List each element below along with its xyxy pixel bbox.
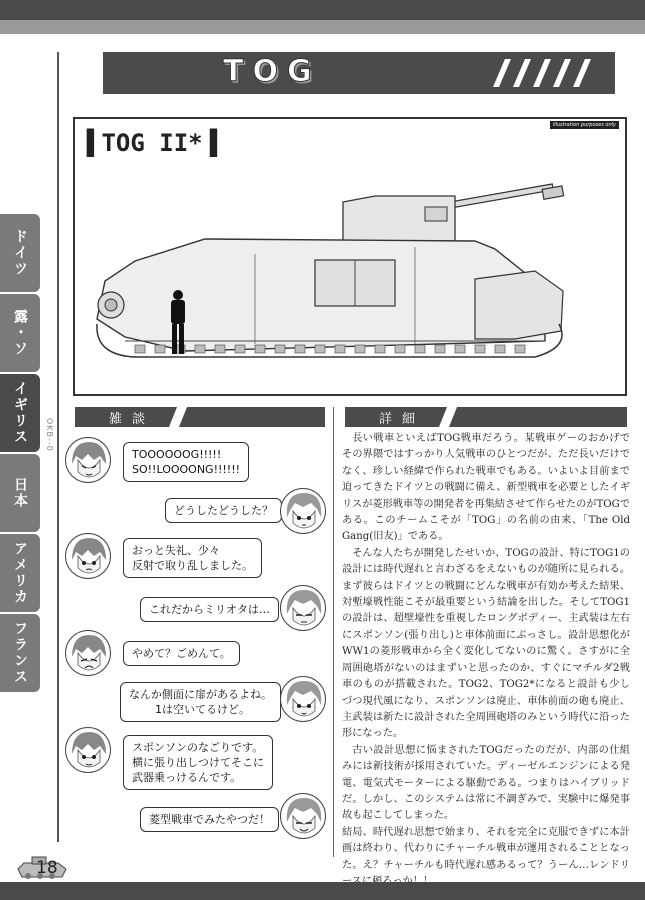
detail-body-text xyxy=(342,431,630,890)
side-tab-label: アメリカ xyxy=(12,541,28,605)
side-tab-germany[interactable] xyxy=(0,214,40,292)
top-bar xyxy=(0,0,645,20)
speech-line: TOOOOOOG!!!!! xyxy=(132,448,222,461)
character-b-avatar xyxy=(280,488,326,534)
side-tab-label: ドイツ xyxy=(12,229,28,277)
tank-name: TOG II* xyxy=(101,129,203,157)
column-divider xyxy=(333,407,334,857)
character-a-avatar xyxy=(65,533,111,579)
speech-line: 菱型戦車でみたやつだ！ xyxy=(149,813,270,826)
left-rule xyxy=(57,52,59,842)
heading-slash xyxy=(439,407,457,427)
speech-line: 反射で取り乱しました。 xyxy=(132,559,253,572)
speech-line: 武器乗っけるんです。 xyxy=(132,771,242,784)
tank-illustration-frame xyxy=(73,117,627,396)
speech-bubble-left xyxy=(123,442,249,482)
speech-line: 横に張り出しつけてそこに xyxy=(132,756,264,769)
character-b-avatar xyxy=(280,585,326,631)
speech-line: 1は空いてるけど。 xyxy=(155,703,250,716)
detail-section-heading xyxy=(345,407,627,427)
side-tab-label: フランス xyxy=(12,621,28,685)
character-b-avatar xyxy=(280,793,326,839)
side-tab-russia-soviet[interactable] xyxy=(0,294,40,372)
side-tab-label: 露・ソ xyxy=(12,309,28,357)
speech-bubble-right xyxy=(140,597,279,622)
side-tabs xyxy=(0,214,40,694)
title-banner xyxy=(103,52,615,94)
speech-bubble-right xyxy=(165,498,282,523)
character-a-avatar xyxy=(65,630,111,676)
speech-line: やめて？ごめんて。 xyxy=(132,647,231,660)
character-a-avatar xyxy=(65,727,111,773)
speech-line: おっと失礼、少々 xyxy=(132,544,220,557)
side-tab-label: イギリス xyxy=(12,381,28,445)
body-paragraph: 長い戦車といえばTOG戦車だろう。某戦車ゲーのおかげでその界隈ではすっかり人気戦車のひとつだが、ただ長いだけでなく、珍しい経緯で作られた戦車でもある。いよいよ目前まで迫ってきたドイツとの戦闘に備え、新型戦車を必要としたイギリスが菱形戦車等の開発者を再集結させて作らせたのがTOGである。このチームこそが「TOG」の名前の由来、「The Old Gang(旧友)」である。 xyxy=(342,433,630,543)
side-tab-japan[interactable] xyxy=(0,454,40,532)
body-paragraph: 結局、時代遅れ思想で始まり、それを完全に克服できずに本計画は終わり、代わりにチャーチル戦車が運用されることとなった。え？チャーチルも時代遅れ感あるって？うーん…レンドリ xyxy=(342,826,630,871)
banner-stripes-decoration xyxy=(481,59,601,87)
speech-line: なんか側面に扉があるよね。 xyxy=(129,688,272,701)
speech-bubble-left xyxy=(123,538,262,578)
page-number: 18 xyxy=(36,858,58,878)
body-paragraph: そんな人たちが開発したせいか、TOGの設計、特にTOG1の設計には時代遅れと言わざるをえないものが随所に見られる。まず彼らはドイツとの戦闘にどんな戦車が有効か考えた結果、対塹壕戦性能こそが最重要という結論を出した。そしてTOG1の設計は、超壁壕性を重視したロングボディー、主武装は左右にスポンソン(張り出し)と車体前面にぶっさし。設計思想化がWW1の菱形戦車から全く変化してないのに驚く。さすがに全周囲砲塔がないのはまずいと思ったのか、すぐにマチルダ2戦車のものが搭載された。TOG2、TOG2*になると設計も少しづつ現代風になり、スポンソンは廃止、車体前面の砲も廃止、主武装は新たに設計された全周囲砲塔のみという時代に沿った形になった。 xyxy=(342,547,630,740)
chat-section-heading xyxy=(75,407,325,427)
tank-illustration xyxy=(75,119,625,394)
body-paragraph: 古い設計思想に悩まされたTOGだったのだが、内部の仕組みには新技術が採用されていた。ディーゼルエンジンによる発電、電気式モーターによる駆動である。つまりはハイブリッドだ。しかし、このシステムは常に不調ぎみで、実験中に爆発事故も起こしてしまった。 xyxy=(342,744,630,822)
side-tab-france[interactable] xyxy=(0,614,40,692)
side-tab-britain[interactable] xyxy=(0,374,40,452)
speech-line: これだからミリオタは… xyxy=(149,603,270,616)
character-a-avatar xyxy=(65,437,111,483)
heading-slash xyxy=(169,407,187,427)
side-tab-label: 日本 xyxy=(12,477,28,509)
vertical-mark: OKB--0 xyxy=(45,418,54,452)
speech-bubble-left xyxy=(123,641,240,666)
top-bar-light xyxy=(0,20,645,34)
speech-line: スポンソンのなごりです。 xyxy=(132,741,264,754)
detail-heading-label: 詳細 xyxy=(379,412,426,427)
chat-heading-label: 雑談 xyxy=(109,412,156,427)
page-number-badge xyxy=(16,855,68,881)
speech-bubble-right xyxy=(120,682,281,722)
illustration-note: illustration purposes only xyxy=(550,121,619,129)
speech-bubble-left xyxy=(123,735,273,790)
side-tab-america[interactable] xyxy=(0,534,40,612)
character-b-avatar xyxy=(280,676,326,722)
speech-line: どうしたどうした？ xyxy=(174,504,273,517)
bottom-bar xyxy=(0,882,645,900)
speech-bubble-right xyxy=(140,807,279,832)
tank-title: ▌TOG II*▐ xyxy=(87,129,218,157)
page-title: TOG xyxy=(223,54,321,89)
speech-line: SO!!LOOOONG!!!!!! xyxy=(132,463,241,476)
